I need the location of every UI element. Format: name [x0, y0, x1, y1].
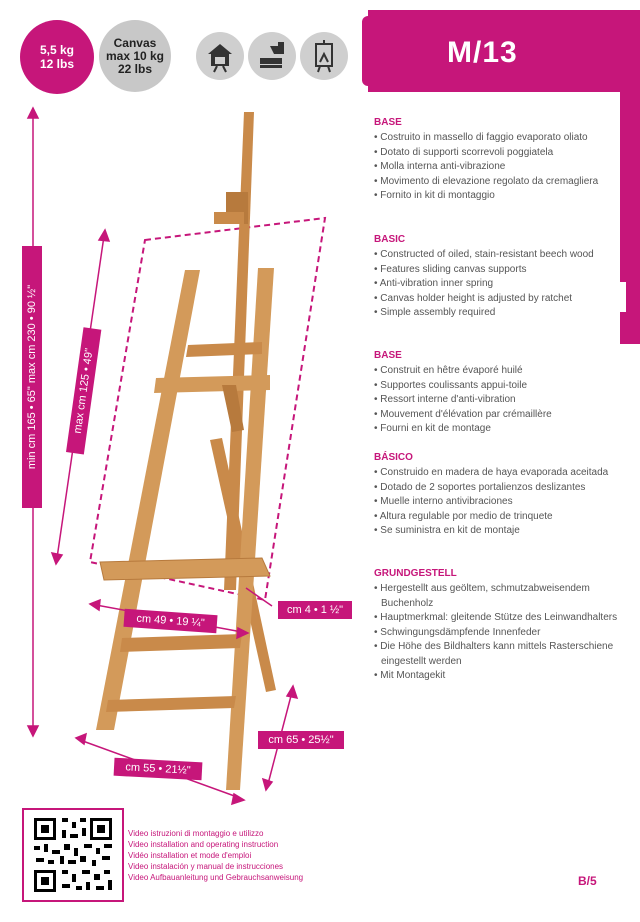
model-title: M/13 — [447, 36, 518, 69]
feature-item: • Supportes coulissants appui-toile — [374, 379, 624, 394]
glue-wood-icon — [248, 32, 296, 80]
video-line: Video Aufbauanleitung und Gebrauchsanweisung — [128, 873, 304, 882]
feature-item: • Costruito in massello di faggio evaporato oliato — [374, 131, 624, 146]
section-italian — [374, 116, 624, 204]
easel-clamp-block — [214, 212, 244, 224]
video-line: Vidéo installation et mode d'emploi — [128, 851, 252, 860]
feature-item: • Canvas holder height is adjusted by ratchet — [374, 292, 624, 307]
feature-item: • Mit Montagekit — [374, 669, 624, 684]
section-english — [374, 233, 624, 321]
tray-depth-dimension: cm 4 • 1 ½" — [278, 601, 352, 619]
height-dimension: min cm 165 • 65" max cm 230 • 90 ½" — [22, 246, 42, 508]
feature-item: • Muelle interno antivibraciones — [374, 495, 624, 510]
feature-item: • Fourni en kit de montage — [374, 422, 624, 437]
weight-kg: 5,5 kg — [39, 43, 75, 57]
feature-item: • Altura regulable por medio de trinquete — [374, 510, 624, 525]
video-line: Video istruzioni di montaggio e utilizzo — [128, 829, 264, 838]
video-line: Video installation and operating instruction — [128, 840, 279, 849]
section-title: BÁSICO — [374, 452, 413, 463]
feature-item: • Movimento di elevazione regolato da cremagliera — [374, 175, 624, 190]
feature-item: • Hergestellt aus geöltem, schmutzabweisendem Buchenholz — [374, 582, 624, 611]
video-instructions[interactable] — [128, 828, 303, 883]
weight-badge — [20, 20, 94, 94]
feature-item: • Dotato di supporti scorrevoli poggiatela — [374, 146, 624, 161]
feature-item: • Hauptmerkmal: gleitende Stütze des Leinwandhalters — [374, 611, 624, 626]
canvas-line1: Canvas — [113, 35, 157, 50]
page-number: B/5 — [578, 874, 597, 888]
feature-item: • Anti-vibration inner spring — [374, 277, 624, 292]
canvas-outline — [90, 218, 325, 600]
qr-code-frame[interactable] — [22, 808, 124, 902]
canvas-line3: 22 lbs — [117, 61, 152, 76]
section-title: BASE — [374, 350, 402, 361]
feature-item: • Construit en hêtre évaporé huilé — [374, 364, 624, 379]
section-title: BASIC — [374, 234, 406, 245]
easel-middle-crossbar — [154, 375, 270, 393]
feature-item: • Construido en madera de haya evaporada aceitada — [374, 466, 624, 481]
easel-canvas-tray — [100, 558, 270, 580]
easel-upper-crossbar — [186, 342, 262, 357]
base-width-dimension: cm 55 • 21½" — [114, 758, 203, 781]
feature-item: • Constructed of oiled, stain-resistant beech wood — [374, 248, 624, 263]
section-french — [374, 349, 624, 437]
easel-package-icon — [196, 32, 244, 80]
feature-item: • Mouvement d'élévation par crémaillère — [374, 408, 624, 423]
easel-left-leg — [96, 270, 200, 730]
easel-illustration — [0, 100, 370, 810]
tray-width-dimension: cm 49 • 19 ¼" — [123, 609, 217, 633]
feature-item: • Fornito in kit di montaggio — [374, 189, 624, 204]
easel-base-crossbar — [106, 696, 236, 712]
feature-item: • Dotado de 2 soportes portalienzos deslizantes — [374, 481, 624, 496]
video-line: Video instalación y manual de instrucciones — [128, 862, 284, 871]
section-title: BASE — [374, 117, 402, 128]
feature-item: • Features sliding canvas supports — [374, 263, 624, 278]
feature-item: • Se suministra en kit de montaje — [374, 524, 624, 539]
feature-item: • Simple assembly required — [374, 306, 624, 321]
feature-item: • Die Höhe des Bildhalters kann mittels Rasterschiene eingestellt werden — [374, 640, 624, 669]
base-depth-dimension: cm 65 • 25½" — [258, 731, 344, 749]
painting-easel-icon — [300, 32, 348, 80]
weight-lbs: 12 lbs — [39, 57, 75, 71]
qr-code-icon — [24, 810, 122, 900]
feature-item: • Ressort interne d'anti-vibration — [374, 393, 624, 408]
feature-item: • Schwingungsdämpfende Innenfeder — [374, 626, 624, 641]
section-german — [374, 567, 624, 684]
canvas-capacity-badge — [99, 20, 171, 92]
canvas-line2: max 10 kg — [105, 48, 165, 63]
section-spanish — [374, 451, 624, 539]
canvas-height-dimension: max cm 125 • 49" — [66, 327, 101, 454]
section-title: GRUNDGESTELL — [374, 568, 457, 579]
easel-lower-crossbar — [120, 634, 242, 652]
feature-item: • Molla interna anti-vibrazione — [374, 160, 624, 175]
